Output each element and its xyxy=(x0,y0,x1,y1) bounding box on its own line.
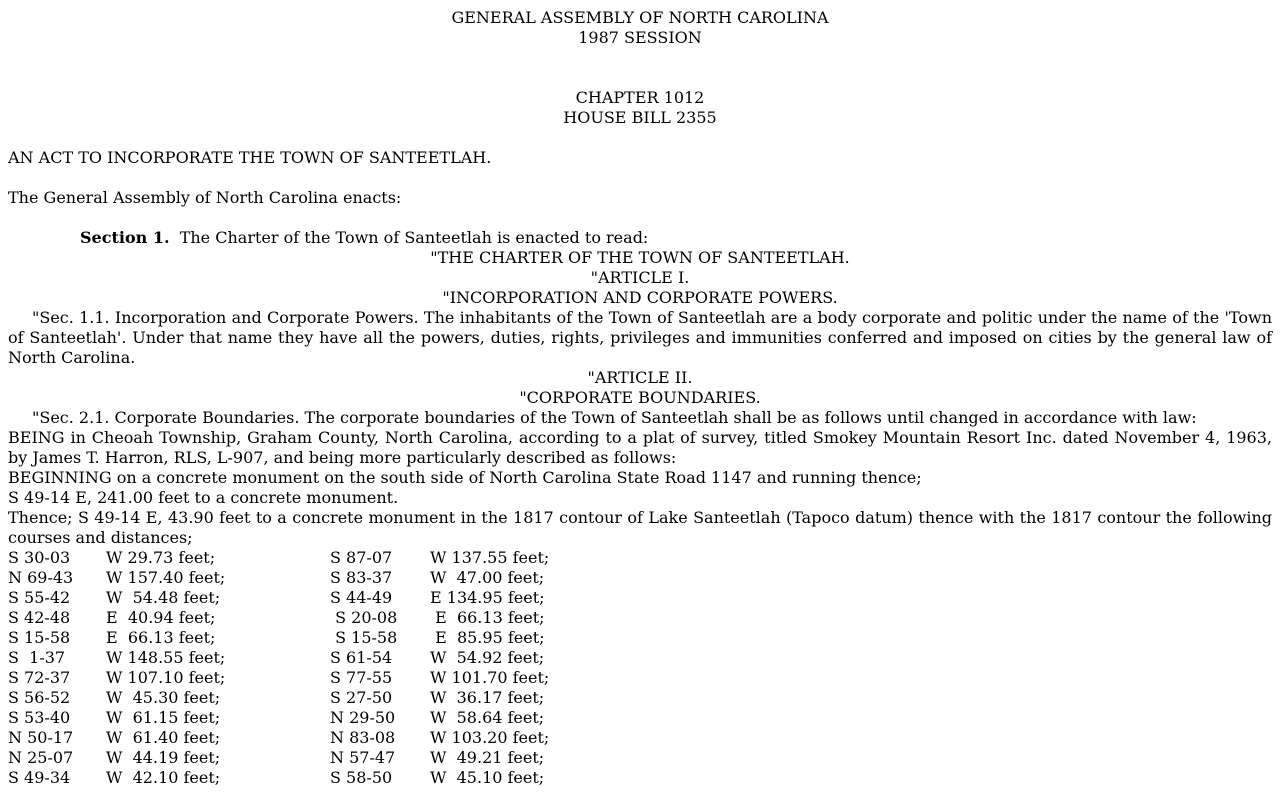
enacting-clause: The General Assembly of North Carolina enacts: xyxy=(8,188,402,207)
chapter-number: CHAPTER 1012 xyxy=(575,88,705,107)
course-distance-2: E 134.95 feet; xyxy=(430,588,545,607)
course-distance-1: W 29.73 feet; xyxy=(106,548,216,567)
course-distance-1: W 44.19 feet; xyxy=(106,748,221,767)
charter-title: "THE CHARTER OF THE TOWN OF SANTEETLAH. xyxy=(430,248,850,267)
course-bearing-2: S 44-49 xyxy=(330,588,393,607)
course-bearing-2: S 15-58 xyxy=(330,628,398,647)
course-bearing-1: S 42-48 xyxy=(8,608,71,627)
document-header xyxy=(8,8,1272,48)
course-distance-2: W 58.64 feet; xyxy=(430,708,545,727)
course-bearing-2: N 29-50 xyxy=(330,708,396,727)
course-distance-2: E 66.13 feet; xyxy=(430,608,545,627)
session-year: 1987 SESSION xyxy=(578,28,702,47)
course-bearing-2: S 27-50 xyxy=(330,688,393,707)
course-bearing-1: S 49-34 xyxy=(8,768,71,787)
course-distance-1: E 66.13 feet; xyxy=(106,628,216,647)
course-bearing-2: S 61-54 xyxy=(330,648,393,667)
course-distance-2: W 101.70 feet; xyxy=(430,668,550,687)
bill-number: HOUSE BILL 2355 xyxy=(563,108,717,127)
course-distance-1: W 61.40 feet; xyxy=(106,728,221,747)
course-bearing-1: N 50-17 xyxy=(8,728,74,747)
course-bearing-1: S 30-03 xyxy=(8,548,71,567)
course-bearing-1: S 55-42 xyxy=(8,588,71,607)
course-distance-1: W 157.40 feet; xyxy=(106,568,226,587)
course-distance-2: W 47.00 feet; xyxy=(430,568,545,587)
boundary-beginning: BEGINNING on a concrete monument on the south side of North Carolina State Road 1147 and running thence; xyxy=(8,468,922,487)
course-bearing-2: N 83-08 xyxy=(330,728,396,747)
course-row xyxy=(8,588,708,608)
section-1-1-text: "Sec. 1.1. Incorporation and Corporate Powers. The inhabitants of the Town of Santeetlah are a body corporate and politic under the name of the 'Town of Santeetlah'. Under that name they have all the powers, duties, rights, privileges and immunities conferred and imposed on cities by the general law of North Carolina. xyxy=(8,308,1272,367)
course-row xyxy=(8,568,708,588)
course-distance-2: W 45.10 feet; xyxy=(430,768,545,787)
course-row xyxy=(8,648,708,668)
article-2-label: "ARTICLE II. xyxy=(587,368,693,387)
article-2-title: "CORPORATE BOUNDARIES. xyxy=(519,388,761,407)
course-distance-1: W 42.10 feet; xyxy=(106,768,221,787)
section-2-1-text: "Sec. 2.1. Corporate Boundaries. The corporate boundaries of the Town of Santeetlah shall be as follows until changed in accordance with law: xyxy=(32,408,1197,427)
course-row xyxy=(8,548,708,568)
course-row xyxy=(8,728,708,748)
boundary-being: BEING in Cheoah Township, Graham County, North Carolina, according to a plat of survey, titled Smokey Mountain Resort Inc. dated November 4, 1963, by James T. Harron, RLS, L-907, and being more particularly described as follows: xyxy=(8,428,1272,467)
article-1-title: "INCORPORATION AND CORPORATE POWERS. xyxy=(442,288,838,307)
course-distance-1: W 61.15 feet; xyxy=(106,708,221,727)
course-distance-2: W 137.55 feet; xyxy=(430,548,550,567)
section-1-label: Section 1. xyxy=(80,228,170,247)
course-distance-1: W 45.30 feet; xyxy=(106,688,221,707)
assembly-title: GENERAL ASSEMBLY OF NORTH CAROLINA xyxy=(451,8,829,27)
course-bearing-2: S 58-50 xyxy=(330,768,393,787)
course-row xyxy=(8,608,708,628)
section-1 xyxy=(8,228,1272,248)
course-distance-2: E 85.95 feet; xyxy=(430,628,545,647)
course-bearing-2: S 87-07 xyxy=(330,548,393,567)
course-row xyxy=(8,668,708,688)
course-distance-2: W 36.17 feet; xyxy=(430,688,545,707)
act-title: AN ACT TO INCORPORATE THE TOWN OF SANTEETLAH. xyxy=(8,148,492,167)
course-distance-1: W 54.48 feet; xyxy=(106,588,221,607)
course-distance-1: W 148.55 feet; xyxy=(106,648,226,667)
courses-table xyxy=(8,548,1272,788)
course-bearing-2: N 57-47 xyxy=(330,748,396,767)
course-bearing-1: S 72-37 xyxy=(8,668,71,687)
course-row xyxy=(8,628,708,648)
document-page xyxy=(8,8,1272,788)
course-distance-1: E 40.94 feet; xyxy=(106,608,216,627)
course-bearing-1: S 1-37 xyxy=(8,648,66,667)
section-1-text: The Charter of the Town of Santeetlah is enacted to read: xyxy=(179,228,649,247)
course-bearing-1: N 25-07 xyxy=(8,748,74,767)
course-row xyxy=(8,768,708,788)
course-row xyxy=(8,708,708,728)
course-bearing-2: S 83-37 xyxy=(330,568,393,587)
course-distance-2: W 49.21 feet; xyxy=(430,748,545,767)
course-bearing-1: N 69-43 xyxy=(8,568,74,587)
article-1-label: "ARTICLE I. xyxy=(590,268,690,287)
course-bearing-1: S 15-58 xyxy=(8,628,71,647)
course-distance-2: W 103.20 feet; xyxy=(430,728,550,747)
course-bearing-1: S 53-40 xyxy=(8,708,71,727)
course-row xyxy=(8,688,708,708)
chapter-block xyxy=(8,88,1272,128)
course-distance-2: W 54.92 feet; xyxy=(430,648,545,667)
course-distance-1: W 107.10 feet; xyxy=(106,668,226,687)
course-row xyxy=(8,748,708,768)
course-bearing-2: S 77-55 xyxy=(330,668,393,687)
course-bearing-1: S 56-52 xyxy=(8,688,71,707)
boundary-first-call: S 49-14 E, 241.00 feet to a concrete monument. xyxy=(8,488,399,507)
boundary-thence: Thence; S 49-14 E, 43.90 feet to a concrete monument in the 1817 contour of Lake Santeetlah (Tapoco datum) thence with the 1817 contour the following courses and distances; xyxy=(8,508,1272,547)
course-bearing-2: S 20-08 xyxy=(330,608,398,627)
